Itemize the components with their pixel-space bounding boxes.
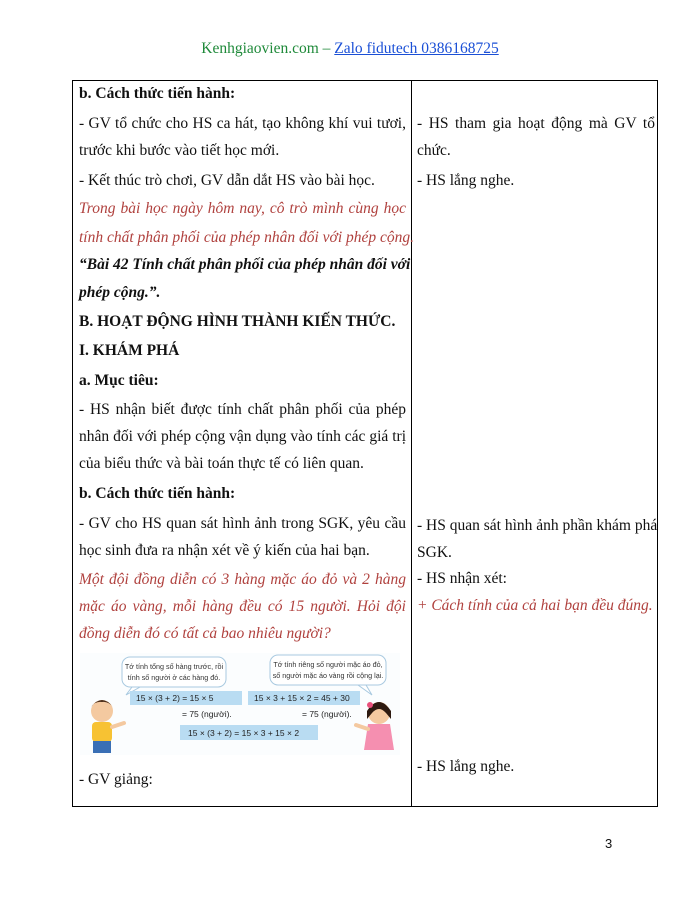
bubble-left-line: tính số người ở các hàng đó. [127, 673, 221, 682]
italic-text-line: mặc áo vàng, mỗi hàng đều có 15 người. Hỏi đội [79, 598, 406, 615]
header-separator: – [318, 40, 335, 57]
text-line: học sinh đưa ra nhận xét về ý kiến của hai bạn. [79, 542, 370, 559]
text-line: - GV giảng: [79, 771, 153, 788]
lesson-title-line: phép cộng.”. [79, 284, 161, 301]
calc-right-line: = 75 (người). [302, 709, 352, 719]
header-site: Kenhgiaovien.com [201, 40, 319, 57]
italic-text-line: Trong bài học ngày hôm nay, cô trò mình cùng học [79, 200, 406, 217]
text-line: chức. [417, 142, 451, 159]
text-line: - HS lắng nghe. [417, 758, 515, 775]
bubble-right-line: số người mặc áo vàng rồi cộng lại. [272, 671, 384, 680]
calc-bottom-line: 15 × (3 + 2) = 15 × 3 + 15 × 2 [188, 728, 300, 738]
text-line: - HS lắng nghe. [417, 172, 515, 189]
text-line: - HS quan sát hình ảnh phần khám phá [417, 517, 658, 534]
header-contact-link[interactable]: Zalo fidutech 0386168725 [334, 40, 499, 57]
page-number: 3 [605, 836, 613, 851]
calc-left-line: 15 × (3 + 2) = 15 × 5 [136, 693, 214, 703]
italic-text-line: Một đội đồng diễn có 3 hàng mặc áo đỏ và 2 hàng [79, 571, 406, 588]
italic-text-line: tính chất phân phối của phép nhân đối với phép cộng. [79, 229, 415, 246]
calc-left-line: = 75 (người). [182, 709, 232, 719]
text-line: - GV tổ chức cho HS ca hát, tạo không khí vui tươi, [79, 115, 406, 132]
lesson-title-line: “Bài 42 Tính chất phân phối của phép nhân đối với [79, 256, 411, 273]
calc-right-line: 15 × 3 + 15 × 2 = 45 + 30 [254, 693, 350, 703]
text-line: - HS nhận biết được tính chất phân phối của phép [79, 401, 406, 418]
section-heading: b. Cách thức tiến hành: [79, 485, 236, 502]
bubble-right-line: Tớ tính riêng số người mặc áo đỏ, [273, 660, 383, 669]
text-line: - HS tham gia hoạt động mà GV tổ [417, 115, 655, 132]
section-heading: I. KHÁM PHÁ [79, 342, 180, 359]
text-line: SGK. [417, 544, 452, 561]
text-line: - Kết thúc trò chơi, GV dẫn dắt HS vào bài học. [79, 172, 375, 189]
text-line: - GV cho HS quan sát hình ảnh trong SGK, yêu cầu [79, 515, 406, 532]
bubble-left-line: Tớ tính tổng số hàng trước, rồi [124, 662, 224, 671]
italic-text-line: đồng diễn đó có tất cả bao nhiêu người? [79, 625, 331, 642]
section-heading: a. Mục tiêu: [79, 372, 159, 389]
text-line: - HS nhận xét: [417, 570, 507, 587]
text-line: nhân đối với phép cộng vận dụng vào tính các giá trị [79, 428, 406, 445]
page-header [0, 40, 700, 58]
italic-text-line: + Cách tính của cả hai bạn đều đúng. [417, 597, 653, 614]
textbook-illustration [80, 653, 400, 755]
girl-figure [356, 702, 394, 750]
boy-figure [91, 700, 124, 753]
text-line: trước khi bước vào tiết học mới. [79, 142, 280, 159]
text-line: của biểu thức và bài toán thực tế có liên quan. [79, 455, 364, 472]
section-heading: b. Cách thức tiến hành: [79, 85, 236, 102]
column-divider [411, 81, 412, 806]
section-heading: B. HOẠT ĐỘNG HÌNH THÀNH KIẾN THỨC. [79, 313, 396, 330]
lesson-table [72, 80, 658, 807]
